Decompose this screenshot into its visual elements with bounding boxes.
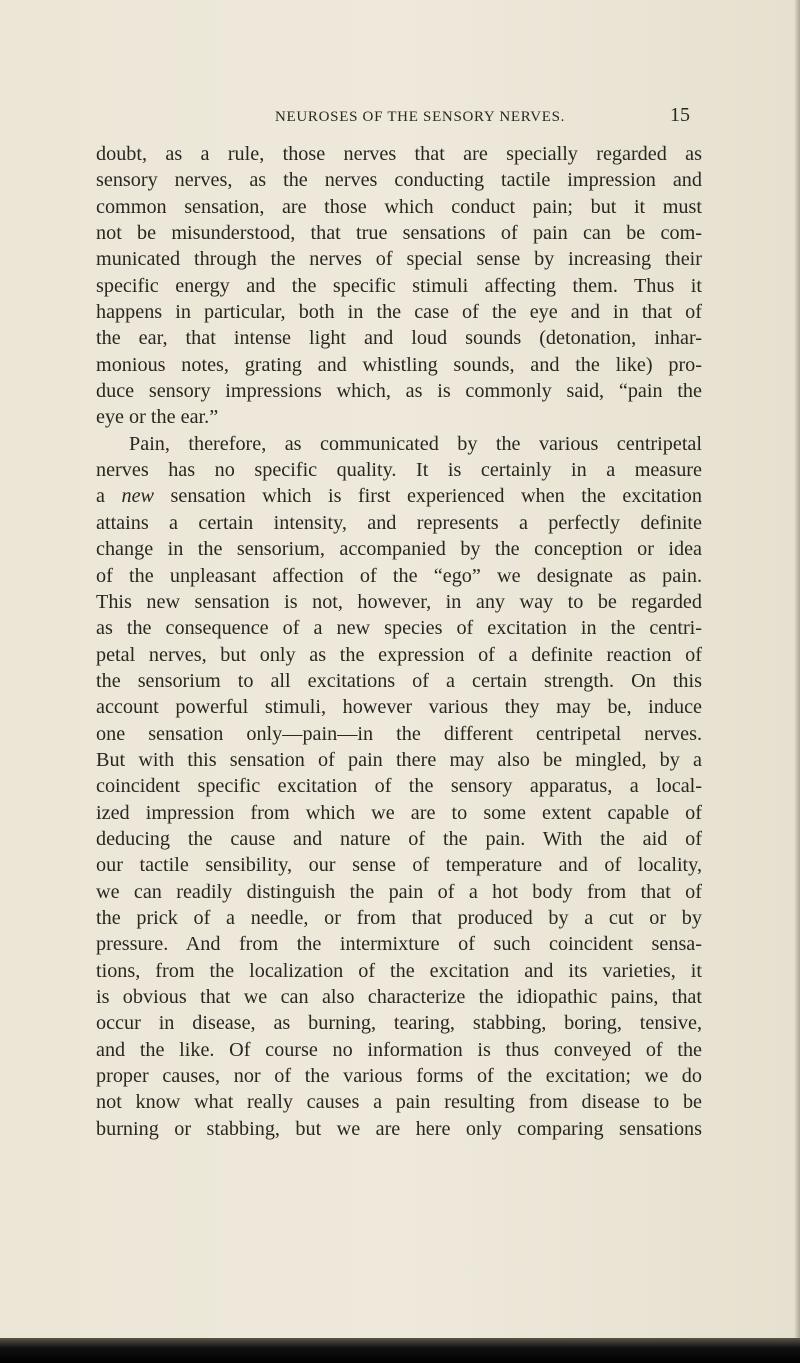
text-line: a new sensation which is first experienced when the excitation xyxy=(96,485,702,508)
text-line: the sensorium to all excitations of a certain strength. On this xyxy=(96,669,702,692)
text-line: occur in disease, as burning, tearing, stabbing, boring, tensive, xyxy=(96,1012,702,1035)
text-line: our tactile sensibility, our sense of temperature and of locality, xyxy=(96,854,702,877)
text-line: is obvious that we can also characterize the idiopathic pains, that xyxy=(96,986,702,1008)
text-line: pressure. And from the intermixture of such coincident sensa- xyxy=(96,933,702,956)
text-line: ized impression from which we are to some extent capable of xyxy=(96,801,702,824)
emphasis-new: new xyxy=(121,485,154,508)
text-line: tions, from the localization of the excitation and its varieties, it xyxy=(96,959,702,982)
text-line: This new sensation is not, however, in any way to be regarded xyxy=(96,590,702,613)
text-line: common sensation, are those which conduct pain; but it must xyxy=(96,195,702,218)
page-number: 15 xyxy=(670,104,690,126)
body-text xyxy=(96,141,702,1142)
text-line: proper causes, nor of the various forms of the excitation; we do xyxy=(96,1065,702,1088)
text-line: not be misunderstood, that true sensations of pain can be com- xyxy=(96,222,702,245)
text-line: coincident specific excitation of the sensory apparatus, a local- xyxy=(96,775,702,798)
text-line: Pain, therefore, as communicated by the various centripetal xyxy=(129,432,702,455)
text-line: as the consequence of a new species of excitation in the centri- xyxy=(96,617,702,640)
text-line: But with this sensation of pain there may also be mingled, by a xyxy=(96,748,702,771)
text-line: duce sensory impressions which, as is commonly said, “pain the xyxy=(96,380,702,403)
page-header xyxy=(275,101,690,131)
text-line: sensory nerves, as the nerves conducting tactile impression and xyxy=(96,169,702,192)
text-line: attains a certain intensity, and represents a perfectly definite xyxy=(96,511,702,534)
text-line: nerves has no specific quality. It is certainly in a measure xyxy=(96,459,702,482)
text-line: eye or the ear.” xyxy=(96,406,219,429)
running-head: NEUROSES OF THE SENSORY NERVES. xyxy=(275,109,566,125)
text-line: account powerful stimuli, however various they may be, induce xyxy=(96,696,702,719)
text-line: the ear, that intense light and loud sounds (detonation, inhar- xyxy=(96,327,702,350)
text-line: municated through the nerves of special sense by increasing their xyxy=(96,248,702,271)
text-line: we can readily distinguish the pain of a hot body from that of xyxy=(96,880,702,903)
text-line: monious notes, grating and whistling sounds, and the like) pro- xyxy=(96,353,702,376)
text-line: doubt, as a rule, those nerves that are specially regarded as xyxy=(96,143,702,165)
text-line: burning or stabbing, but we are here only comparing sensations xyxy=(96,1117,702,1140)
text-line: one sensation only—pain—in the different centripetal nerves. xyxy=(96,722,702,745)
text-line: not know what really causes a pain resulting from disease to be xyxy=(96,1091,702,1114)
text-line: happens in particular, both in the case of the eye and in that of xyxy=(96,301,702,324)
scan-bottom-edge xyxy=(0,1338,800,1363)
text-line: change in the sensorium, accompanied by the conception or idea xyxy=(96,538,702,561)
text-line: petal nerves, but only as the expression of a definite reaction of xyxy=(96,643,702,666)
text-line: specific energy and the specific stimuli affecting them. Thus it xyxy=(96,274,702,297)
page-edge-shadow xyxy=(794,0,800,1363)
text-line: deducing the cause and nature of the pain. With the aid of xyxy=(96,827,702,850)
text-line: and the like. Of course no information is thus conveyed of the xyxy=(96,1038,702,1061)
text-line: the prick of a needle, or from that produced by a cut or by xyxy=(96,906,702,929)
text-line: of the unpleasant affection of the “ego” we designate as pain. xyxy=(96,564,702,587)
